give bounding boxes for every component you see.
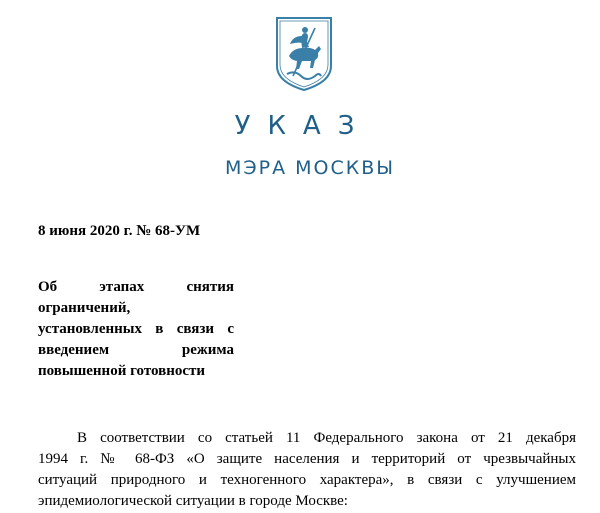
subject-line: введением режима bbox=[38, 342, 234, 358]
subject-line: Об этапах снятия bbox=[38, 279, 234, 295]
body-line: ситуаций природного и техногенного характера», в связи с улучшением bbox=[38, 472, 576, 488]
subject-line: ограничений, bbox=[38, 300, 131, 316]
decree-subject bbox=[38, 277, 234, 382]
body-line: эпидемиологической ситуации в городе Москве: bbox=[38, 493, 348, 509]
decree-date-number: 8 июня 2020 г. № 68-УМ bbox=[38, 223, 201, 239]
decree-body bbox=[38, 428, 576, 512]
document-type-title: УКАЗ bbox=[234, 111, 372, 141]
moscow-coat-of-arms-icon bbox=[275, 16, 333, 92]
body-line: 1994 г. № 68-ФЗ «О защите населения и территорий от чрезвычайных bbox=[38, 451, 576, 467]
body-line: В соответствии со статьей 11 Федерального закона от 21 декабря bbox=[77, 430, 576, 446]
subject-line: установленных в связи с bbox=[38, 321, 234, 337]
issuer-title: МЭРА МОСКВЫ bbox=[224, 157, 396, 179]
subject-line: повышенной готовности bbox=[38, 363, 206, 379]
